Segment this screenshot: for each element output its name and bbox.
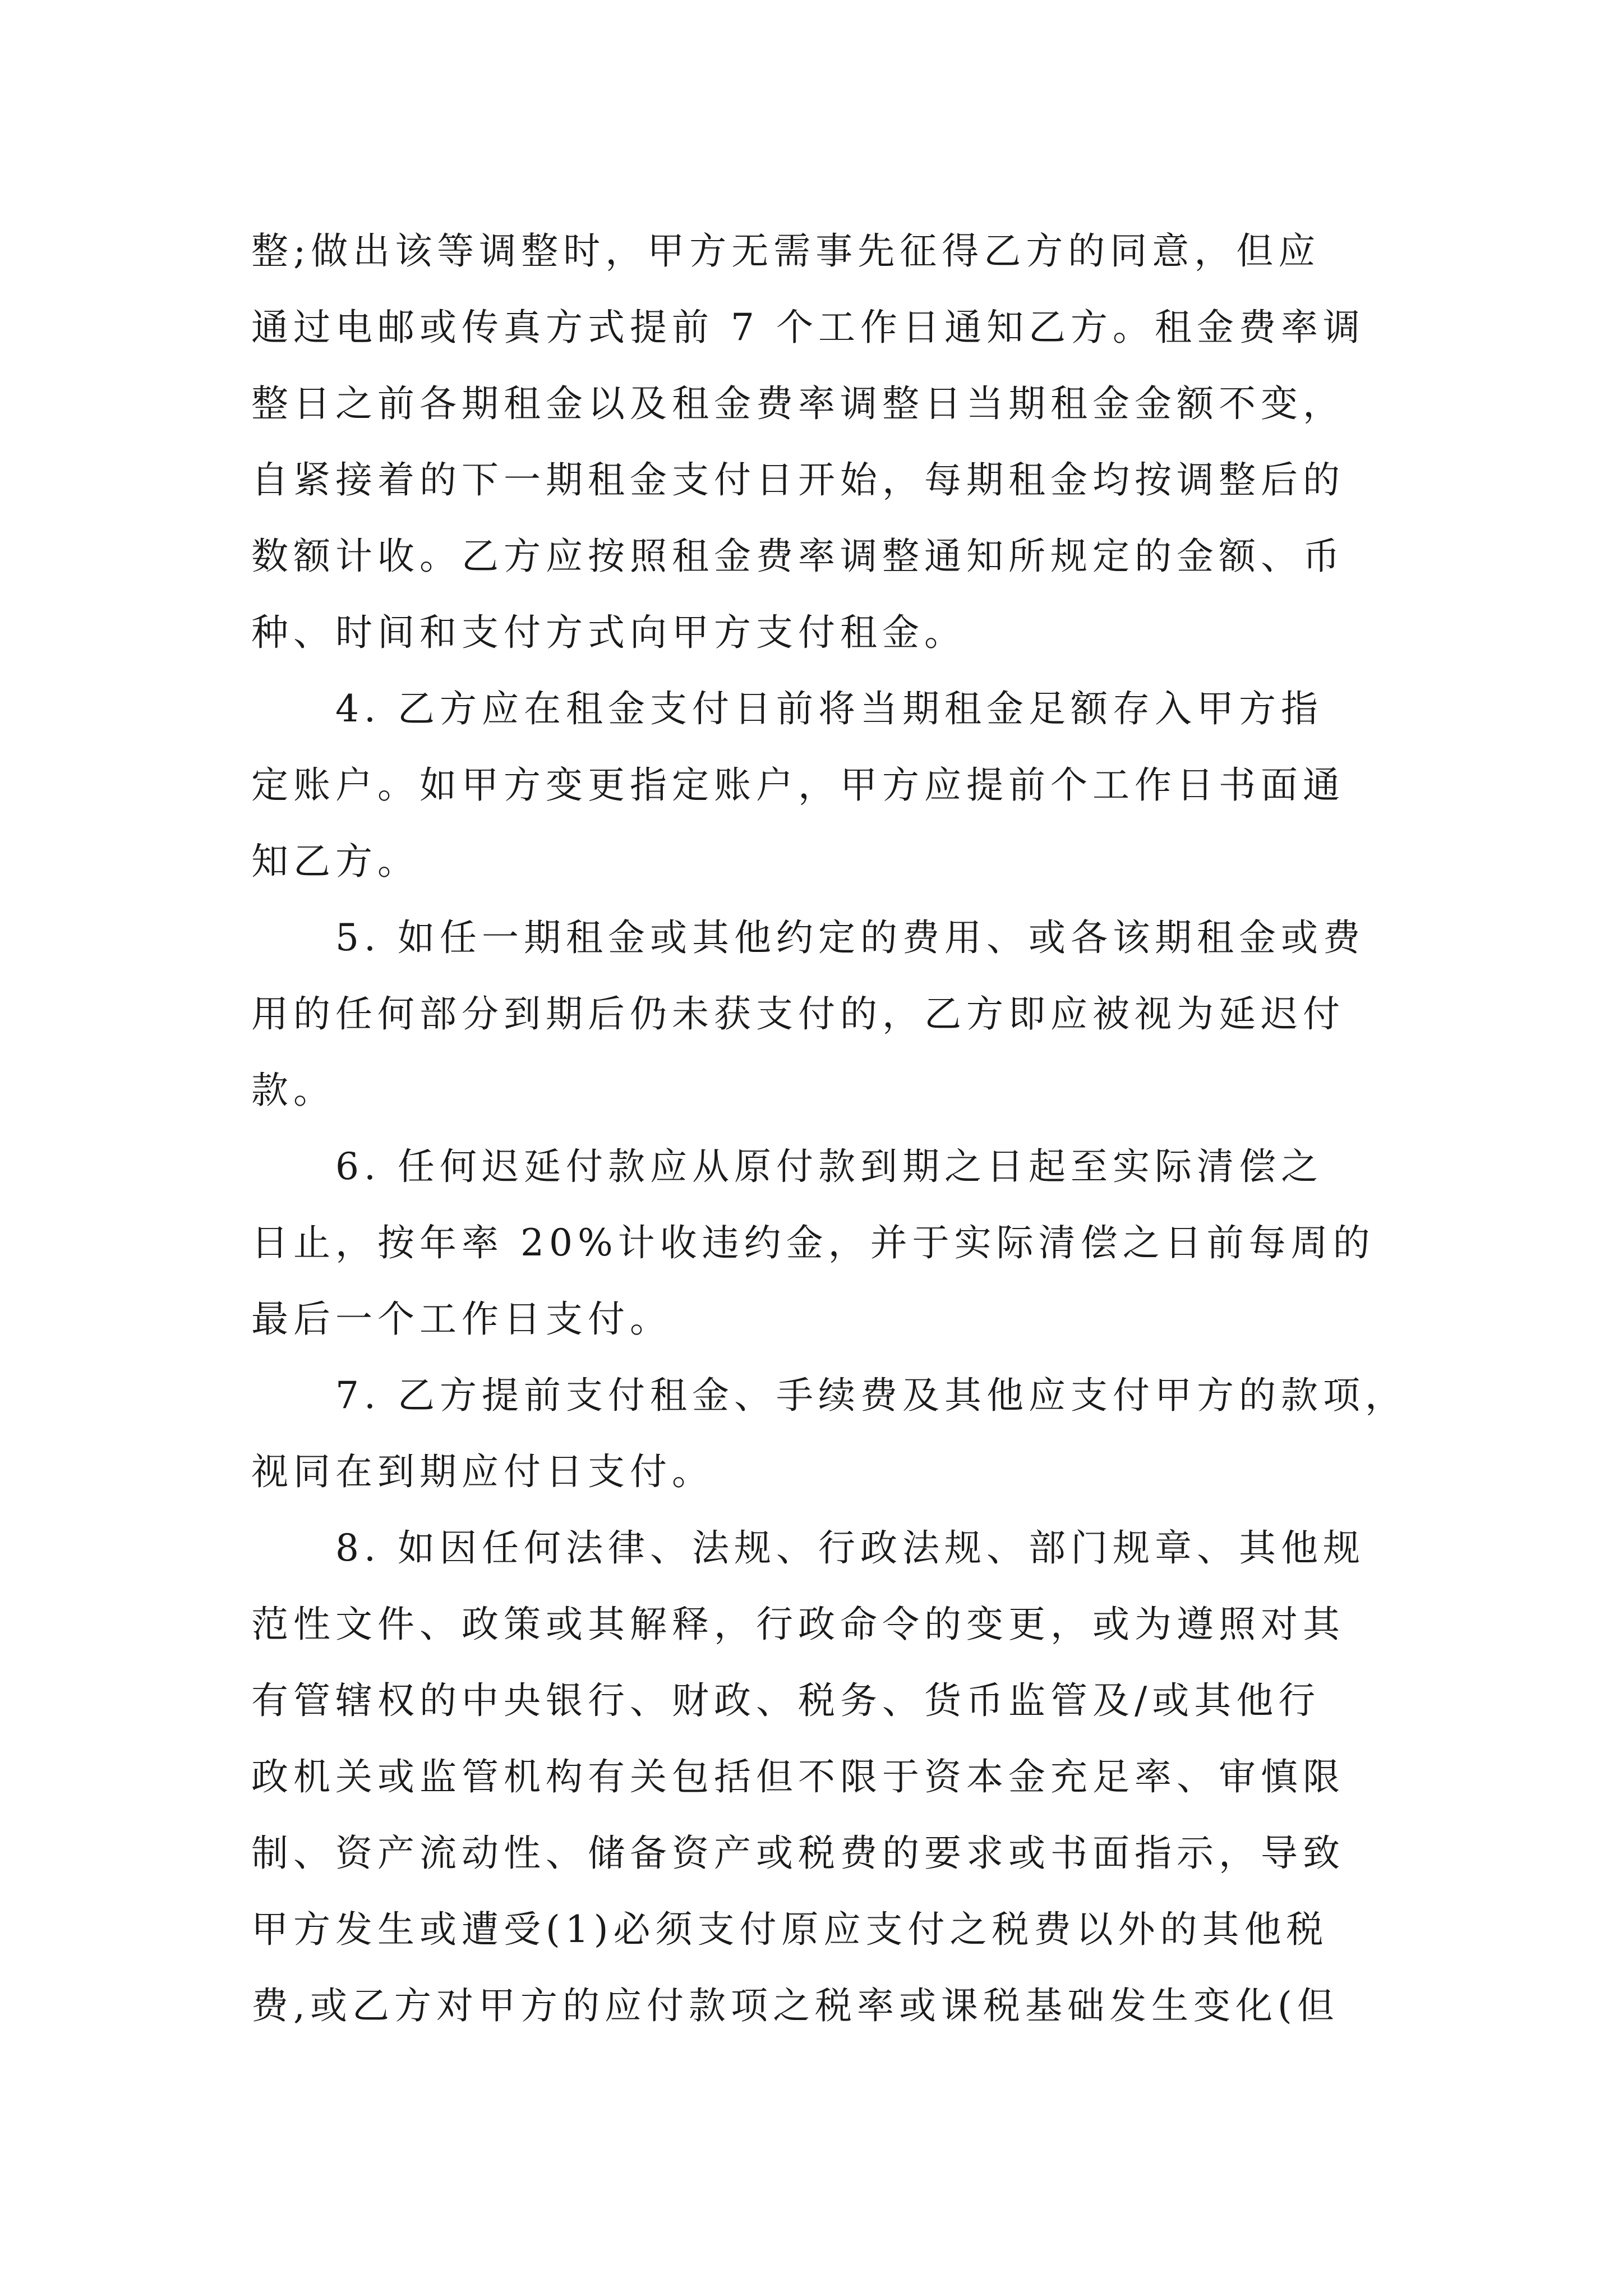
document-body <box>251 213 1407 2044</box>
paragraph-start-line: 4. 乙方应在租金支付日前将当期租金足额存入甲方指 <box>335 687 1323 730</box>
text-line: 整;做出该等调整时，甲方无需事先征得乙方的同意，但应 <box>251 229 1321 273</box>
text-line: 范性文件、政策或其解释，行政命令的变更，或为遵照对其 <box>251 1603 1345 1646</box>
text-line: 政机关或监管机构有关包括但不限于资本金充足率、审慎限 <box>251 1755 1345 1798</box>
text-line: 定账户。如甲方变更指定账户，甲方应提前个工作日书面通 <box>251 763 1345 807</box>
text-line: 知乙方。 <box>251 840 419 883</box>
text-line: 款。 <box>251 1069 335 1112</box>
text-line: 通过电邮或传真方式提前 7 个工作日通知乙方。租金费率调 <box>251 306 1365 349</box>
paragraph-start-line: 6. 任何迟延付款应从原付款到期之日起至实际清偿之 <box>335 1145 1323 1188</box>
text-line: 最后一个工作日支付。 <box>251 1297 672 1341</box>
text-line: 整日之前各期租金以及租金费率调整日当期租金金额不变， <box>251 382 1345 425</box>
text-line: 有管辖权的中央银行、财政、税务、货币监管及/或其他行 <box>251 1679 1321 1722</box>
text-line: 甲方发生或遭受(1)必须支付原应支付之税费以外的其他税 <box>251 1908 1329 1951</box>
text-line: 日止，按年率 20%计收违约金，并于实际清偿之日前每周的 <box>251 1221 1375 1264</box>
text-line: 用的任何部分到期后仍未获支付的，乙方即应被视为延迟付 <box>251 992 1345 1036</box>
text-line: 视同在到期应付日支付。 <box>251 1450 714 1493</box>
text-line: 种、时间和支付方式向甲方支付租金。 <box>251 611 966 654</box>
text-line: 制、资产流动性、储备资产或税费的要求或书面指示，导致 <box>251 1832 1345 1875</box>
paragraph-start-line: 8. 如因任何法律、法规、行政法规、部门规章、其他规 <box>335 1526 1365 1570</box>
text-line: 数额计收。乙方应按照租金费率调整通知所规定的金额、币 <box>251 535 1345 578</box>
paragraph-start-line: 7. 乙方提前支付租金、手续费及其他应支付甲方的款项， <box>335 1374 1407 1417</box>
text-line: 费,或乙方对甲方的应付款项之税率或课税基础发生变化(但 <box>251 1984 1339 2027</box>
paragraph-start-line: 5. 如任一期租金或其他约定的费用、或各该期租金或费 <box>335 916 1365 959</box>
text-line: 自紧接着的下一期租金支付日开始，每期租金均按调整后的 <box>251 458 1345 501</box>
